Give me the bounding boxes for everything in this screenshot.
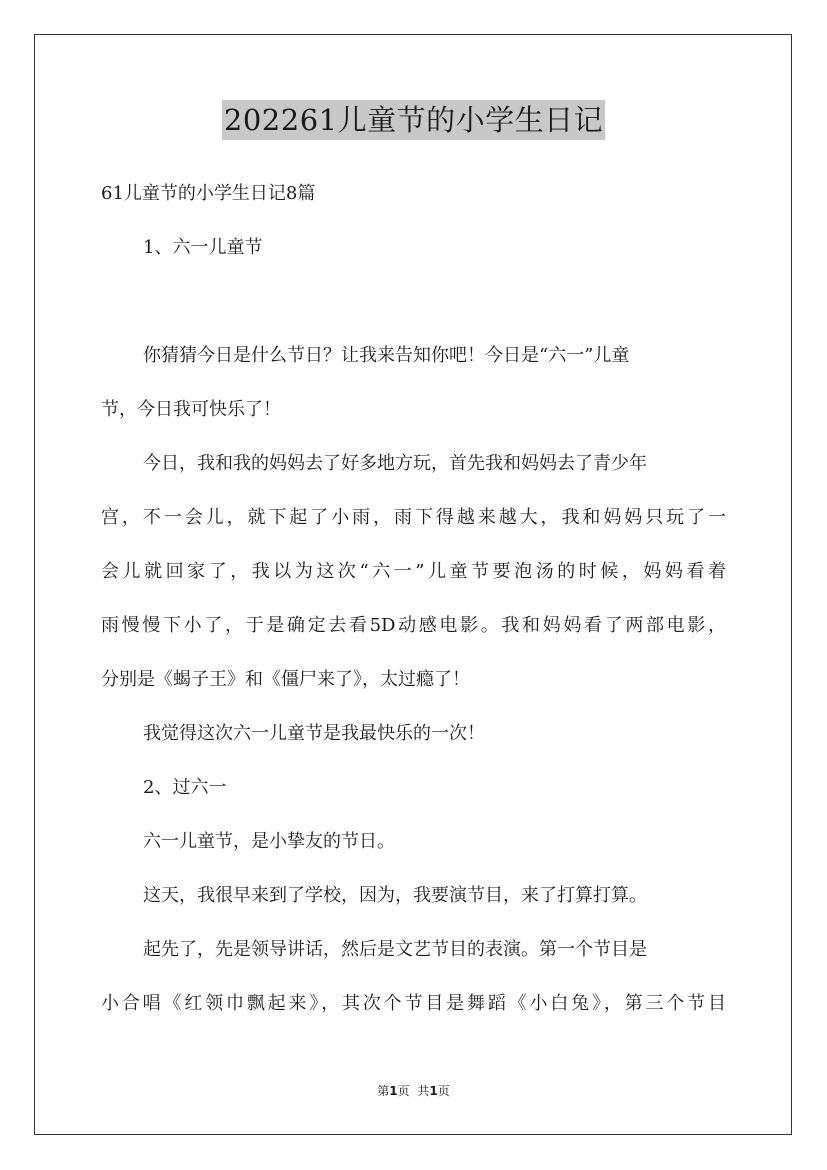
paragraph-line: 这天，我很早来到了学校，因为，我要演节目，来了打算打算。 [143, 885, 647, 906]
paragraph-line: 小合唱《红领巾飘起来》，其次个节目是舞蹈《小白兔》，第三个节目 [101, 993, 726, 1014]
title-container [0, 100, 827, 140]
paragraph-line: 今日，我和我的妈妈去了好多地方玩，首先我和妈妈去了青少年 [143, 453, 647, 474]
paragraph-line: 你猜猜今日是什么节日？让我来告知你吧！今日是“六一”儿童 [143, 345, 630, 366]
paragraph-line: 节，今日我可快乐了！ [101, 399, 281, 420]
paragraph-line: 分别是《蝎子王》和《僵尸来了》，太过瘾了！ [101, 669, 470, 690]
paragraph-line: 宫，不一会儿，就下起了小雨，雨下得越来越大，我和妈妈只玩了一 [101, 507, 726, 528]
paragraph-line: 我觉得这次六一儿童节是我最快乐的一次！ [143, 723, 485, 744]
footer-total-number: 1 [429, 1084, 438, 1098]
paragraph-line: 六一儿童节，是小挚友的节日。 [143, 831, 395, 852]
paragraph-line: 会儿就回家了，我以为这次“六一”儿童节要泡汤的时候，妈妈看着 [101, 561, 726, 582]
footer-total-prefix: 共 [417, 1084, 430, 1098]
document-subtitle: 61儿童节的小学生日记8篇 [101, 183, 316, 204]
section-heading-1: 1、六一儿童节 [143, 237, 263, 258]
paragraph-line: 起先了，先是领导讲话，然后是文艺节目的表演。第一个节目是 [143, 939, 647, 960]
section-heading-2: 2、过六一 [143, 777, 227, 798]
footer-total-suffix: 页 [437, 1084, 450, 1098]
document-title: 202261儿童节的小学生日记 [222, 100, 605, 140]
footer-page-prefix: 第 [377, 1084, 390, 1098]
footer-page-number: 1 [389, 1084, 398, 1098]
paragraph-line: 雨慢慢下小了，于是确定去看5D动感电影。我和妈妈看了两部电影， [101, 615, 726, 636]
footer-page-suffix: 页 [397, 1084, 410, 1098]
page-footer [0, 1083, 827, 1099]
